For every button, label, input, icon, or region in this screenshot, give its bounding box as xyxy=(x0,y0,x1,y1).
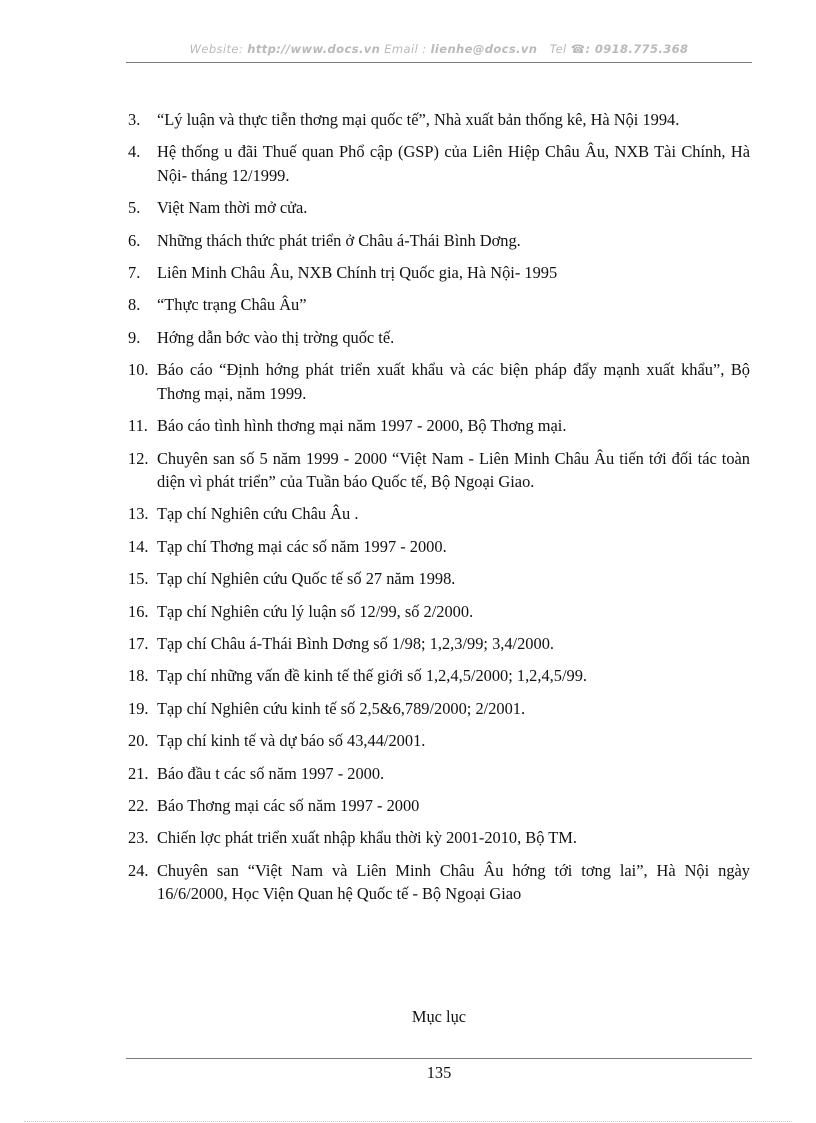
reference-list xyxy=(128,108,750,915)
phone-number: : 0918.775.368 xyxy=(585,42,689,56)
reference-item xyxy=(128,794,750,818)
footer-divider xyxy=(126,1058,752,1059)
reference-text: Tạp chí Châu á-Thái Bình Dơng số 1/98; 1,2,3/99; 3,4/2000. xyxy=(157,633,554,653)
reference-text: Báo cáo “Định hớng phát triển xuất khẩu và các biện pháp đẩy mạnh xuất khẩu”, Bộ Thơng mại, năm 1999. xyxy=(157,360,750,403)
reference-number: 3. xyxy=(128,110,141,129)
reference-item xyxy=(128,697,750,721)
tel-label: Tel xyxy=(549,42,567,56)
reference-item xyxy=(128,600,750,624)
reference-text: Chuyên san số 5 năm 1999 - 2000 “Việt Nam - Liên Minh Châu Âu tiến tới đối tác toàn diện vì phát triển” của Tuần báo Quốc tế, Bộ Ngoại Giao. xyxy=(157,448,750,492)
reference-number: 24. xyxy=(128,860,149,880)
reference-number: 12. xyxy=(128,448,149,468)
reference-item xyxy=(128,261,750,285)
reference-text: Hớng dẫn bớc vào thị trờng quốc tế. xyxy=(157,327,395,347)
reference-number: 16. xyxy=(128,601,149,621)
reference-item xyxy=(128,859,750,906)
reference-number: 10. xyxy=(128,360,149,380)
reference-number: 18. xyxy=(128,666,149,686)
reference-text: Hệ thống u đãi Thuế quan Phổ cập (GSP) của Liên Hiệp Châu Âu, NXB Tài Chính, Hà Nội- tháng 12/1999. xyxy=(157,142,750,185)
page-header xyxy=(126,42,752,56)
reference-text: Chuyên san “Việt Nam và Liên Minh Châu Âu hớng tới tơng lai”, Hà Nội ngày 16/6/2000, Học Viện Quan hệ Quốc tế - Bộ Ngoại Giao xyxy=(157,860,750,904)
website-label: Website: xyxy=(189,42,244,56)
reference-item xyxy=(128,326,750,350)
page-number: 135 xyxy=(426,1063,452,1082)
reference-text: Chiến lợc phát triển xuất nhập khẩu thời kỳ 2001-2010, Bộ TM. xyxy=(157,828,577,848)
reference-text: Báo cáo tình hình thơng mại năm 1997 - 2000, Bộ Thơng mại. xyxy=(157,416,567,436)
reference-item xyxy=(128,762,750,786)
reference-number: 7. xyxy=(128,263,141,283)
reference-number: 17. xyxy=(128,633,149,653)
reference-number: 22. xyxy=(128,795,149,815)
reference-text: Tạp chí kinh tế và dự báo số 43,44/2001. xyxy=(157,731,426,751)
reference-text: Những thách thức phát triển ở Châu á-Thái Bình Dơng. xyxy=(157,230,521,250)
reference-item xyxy=(128,229,750,253)
reference-item xyxy=(128,108,750,132)
reference-number: 14. xyxy=(128,536,149,556)
reference-item xyxy=(128,293,750,317)
reference-text: Tạp chí những vấn đề kinh tế thế giới số 1,2,4,5/2000; 1,2,4,5/99. xyxy=(157,666,587,686)
telephone-icon: ☎ xyxy=(570,42,586,56)
reference-item xyxy=(128,414,750,438)
reference-text: Tạp chí Nghiên cứu Châu Âu . xyxy=(157,504,359,524)
reference-number: 13. xyxy=(128,504,149,524)
email-address[interactable]: lienhe@docs.vn xyxy=(430,42,538,56)
reference-text: “Lý luận và thực tiễn thơng mại quốc tế”, Nhà xuất bản thống kê, Hà Nội 1994. xyxy=(157,110,680,129)
reference-number: 21. xyxy=(128,763,149,783)
reference-item xyxy=(128,535,750,559)
reference-text: Việt Nam thời mở cửa. xyxy=(157,198,308,218)
reference-number: 23. xyxy=(128,828,149,848)
website-url[interactable]: http://www.docs.vn xyxy=(247,42,381,56)
reference-text: Tạp chí Nghiên cứu kinh tế số 2,5&6,789/2000; 2/2001. xyxy=(157,698,526,718)
reference-item xyxy=(128,502,750,526)
reference-text: “Thực trạng Châu Âu” xyxy=(157,295,307,315)
reference-number: 9. xyxy=(128,327,141,347)
reference-number: 5. xyxy=(128,198,141,218)
reference-item xyxy=(128,567,750,591)
page-edge-dotted-line xyxy=(24,1121,792,1122)
reference-number: 11. xyxy=(128,416,148,436)
reference-number: 15. xyxy=(128,569,149,589)
header-divider xyxy=(126,62,752,63)
reference-number: 6. xyxy=(128,230,141,250)
reference-number: 19. xyxy=(128,698,149,718)
reference-text: Báo đầu t các số năm 1997 - 2000. xyxy=(157,763,385,783)
footer-title: Mục lục xyxy=(411,1007,467,1026)
reference-item xyxy=(128,632,750,656)
email-label: Email : xyxy=(384,42,427,56)
reference-text: Tạp chí Nghiên cứu Quốc tế số 27 năm 1998. xyxy=(157,569,456,589)
reference-number: 20. xyxy=(128,731,149,751)
reference-item xyxy=(128,196,750,220)
reference-number: 8. xyxy=(128,295,141,315)
reference-item xyxy=(128,729,750,753)
reference-item xyxy=(128,140,750,187)
reference-text: Liên Minh Châu Âu, NXB Chính trị Quốc gia, Hà Nội- 1995 xyxy=(157,263,558,283)
reference-text: Tạp chí Nghiên cứu lý luận số 12/99, số 2/2000. xyxy=(157,601,474,621)
reference-number: 4. xyxy=(128,142,141,162)
reference-text: Tạp chí Thơng mại các số năm 1997 - 2000. xyxy=(157,536,447,556)
reference-item xyxy=(128,826,750,850)
reference-item xyxy=(128,447,750,494)
reference-item xyxy=(128,358,750,405)
reference-text: Báo Thơng mại các số năm 1997 - 2000 xyxy=(157,795,420,815)
reference-item xyxy=(128,664,750,688)
